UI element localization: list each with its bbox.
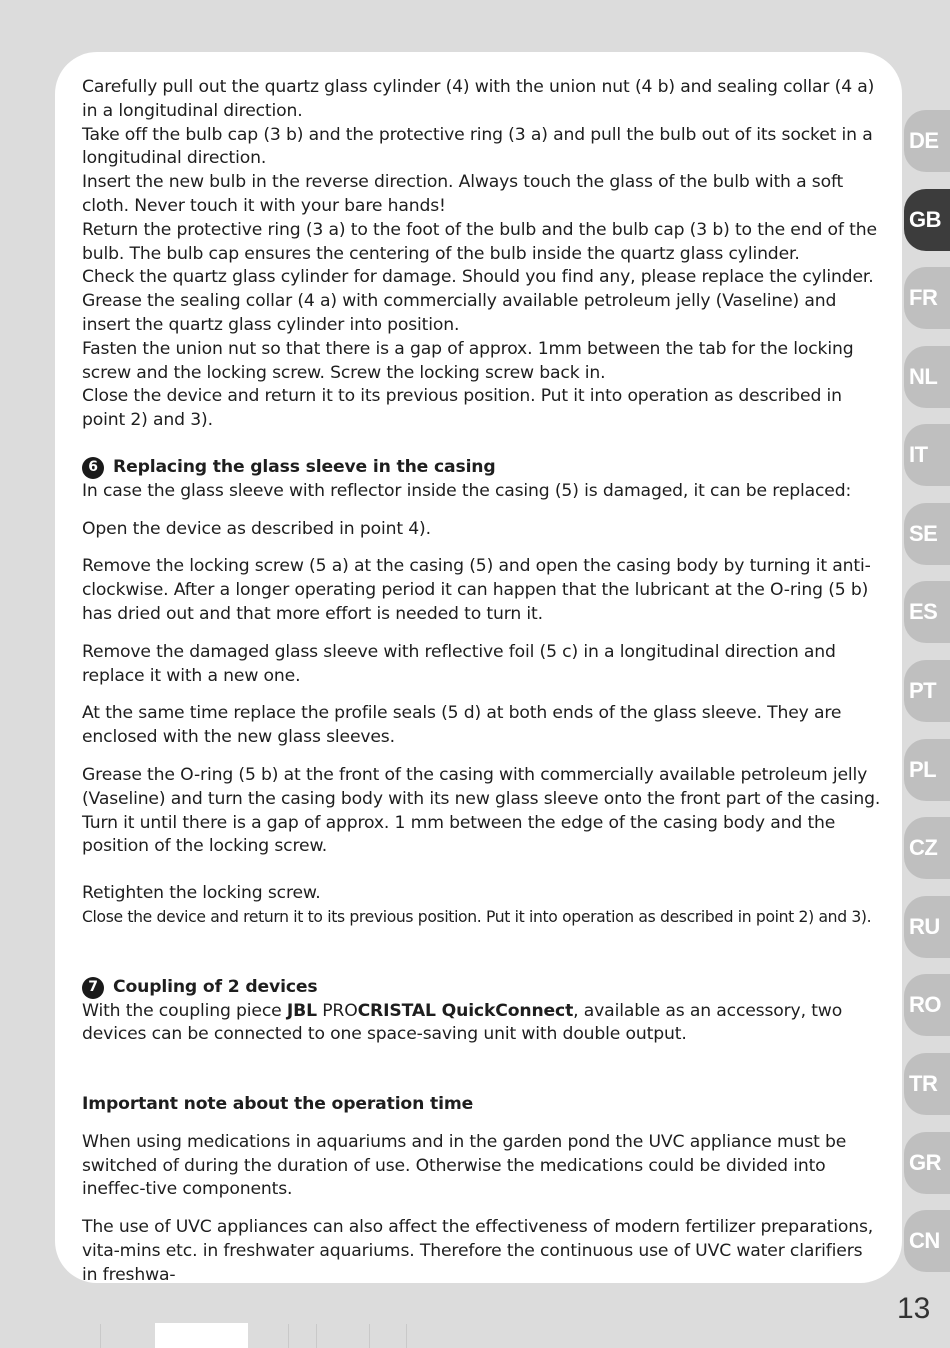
section-6-title: Replacing the glass sleeve in the casing bbox=[113, 456, 496, 477]
text-run: PRO bbox=[316, 1000, 358, 1021]
step-line: Close the device and return it to its previous position. Put it into operation as described in point 2) and 3). bbox=[82, 386, 842, 431]
footer-divider bbox=[100, 1324, 101, 1348]
section-7-heading bbox=[82, 976, 882, 1000]
step-line: Insert the new bulb in the reverse direction. Always touch the glass of the bulb with a soft cloth. Never touch it with your bare hands! bbox=[82, 172, 844, 216]
step-line: Check the quartz glass cylinder for damage. Should you find any, please replace the cylinder. bbox=[82, 267, 874, 288]
section-7-title: Coupling of 2 devices bbox=[113, 976, 318, 997]
section-6-paragraph: Close the device and return it to its previous position. Put it into operation as described in point 2) and 3). bbox=[82, 907, 872, 926]
footer-divider bbox=[288, 1324, 289, 1348]
footer-divider bbox=[316, 1324, 317, 1348]
text-run: With the coupling piece bbox=[82, 1000, 287, 1021]
footer-divider bbox=[406, 1324, 407, 1348]
step-line: Grease the sealing collar (4 a) with commercially available petroleum jelly (Vaseline) and insert the quartz glass cylinder into position. bbox=[82, 291, 837, 335]
section-6-paragraph: Open the device as described in point 4). bbox=[82, 518, 431, 539]
text-run: , available as an accessory, two devices can be connected to one space-saving unit with double output. bbox=[82, 1000, 843, 1045]
note-paragraph: When using medications in aquariums and in the garden pond the UVC appliance must be switched of during the duration of use. Otherwise the medications could be divided into ineffec-tive components. bbox=[82, 1131, 847, 1200]
language-tab-nl[interactable]: NL bbox=[904, 346, 950, 408]
step-line: Return the protective ring (3 a) to the foot of the bulb and the bulb cap (3 b) to the end of the bulb. The bulb cap ensures the centering of the bulb inside the quartz glass cylinder. bbox=[82, 219, 877, 264]
language-tab-fr[interactable]: FR bbox=[904, 267, 950, 329]
language-tab-es[interactable]: ES bbox=[904, 581, 950, 643]
manual-text bbox=[82, 76, 882, 1288]
note-paragraph: The use of UVC appliances can also affect the effectiveness of modern fertilizer preparations, vita-mins etc. in freshwater aquariums. Therefore the continuous use of UVC water clarifiers in freshwa- bbox=[82, 1217, 874, 1285]
section-6-heading bbox=[82, 456, 882, 480]
language-tab-ru[interactable]: RU bbox=[904, 896, 950, 958]
section-6-paragraph: At the same time replace the profile seals (5 d) at both ends of the glass sleeve. They are enclosed with the new glass sleeves. bbox=[82, 703, 842, 748]
language-tab-tr[interactable]: TR bbox=[904, 1053, 950, 1115]
language-tab-gr[interactable]: GR bbox=[904, 1132, 950, 1194]
note-heading: Important note about the operation time bbox=[82, 1094, 474, 1115]
language-tab-se[interactable]: SE bbox=[904, 503, 950, 565]
section-6-paragraph: Retighten the locking screw. bbox=[82, 883, 321, 904]
footer-divider bbox=[369, 1324, 370, 1348]
page-number: 13 bbox=[897, 1292, 931, 1325]
section-6-paragraph: In case the glass sleeve with reflector inside the casing (5) is damaged, it can be replaced: bbox=[82, 480, 852, 501]
language-tab-de[interactable]: DE bbox=[904, 110, 950, 172]
step-line: Take off the bulb cap (3 b) and the protective ring (3 a) and pull the bulb out of its socket in a longitudinal direction. bbox=[82, 124, 873, 169]
language-tab-ro[interactable]: RO bbox=[904, 974, 950, 1036]
intro-steps bbox=[82, 76, 882, 433]
section-6-paragraph: Grease the O-ring (5 b) at the front of the casing with commercially available petroleum jelly (Vaseline) and turn the casing body with its new glass sleeve onto the front part of the casing. Turn it until there is a gap of approx. 1 mm between the edge of the casing body and the position of the locking screw. bbox=[82, 764, 881, 857]
language-tab-cz[interactable]: CZ bbox=[904, 817, 950, 879]
language-tab-cn[interactable]: CN bbox=[904, 1210, 950, 1272]
step-line: Fasten the union nut so that there is a gap of approx. 1mm between the tab for the locking screw and the locking screw. Screw the locking screw back in. bbox=[82, 338, 854, 383]
section-7-paragraph bbox=[82, 1000, 882, 1048]
language-tab-pl[interactable]: PL bbox=[904, 739, 950, 801]
footer-strip bbox=[155, 1323, 248, 1348]
brand-name: JBL bbox=[286, 1000, 317, 1021]
section-6-paragraph: Remove the damaged glass sleeve with reflective foil (5 c) in a longitudinal direction and replace it with a new one. bbox=[82, 641, 836, 686]
section-number-badge: 6 bbox=[82, 457, 104, 479]
section-number-badge: 7 bbox=[82, 977, 104, 999]
section-6-paragraph: Remove the locking screw (5 a) at the casing (5) and open the casing body by turning it anti-clockwise. After a longer operating period it can happen that the lubricant at the O-ring (5 b) has dried out and that more effort is needed to turn it. bbox=[82, 556, 871, 624]
language-tab-it[interactable]: IT bbox=[904, 424, 950, 486]
step-line: Carefully pull out the quartz glass cylinder (4) with the union nut (4 b) and sealing collar (4 a) in a longitudinal direction. bbox=[82, 77, 875, 121]
language-tab-gb[interactable]: GB bbox=[904, 189, 950, 251]
product-name: CRISTAL QuickConnect bbox=[357, 1000, 574, 1021]
language-tab-pt[interactable]: PT bbox=[904, 660, 950, 722]
